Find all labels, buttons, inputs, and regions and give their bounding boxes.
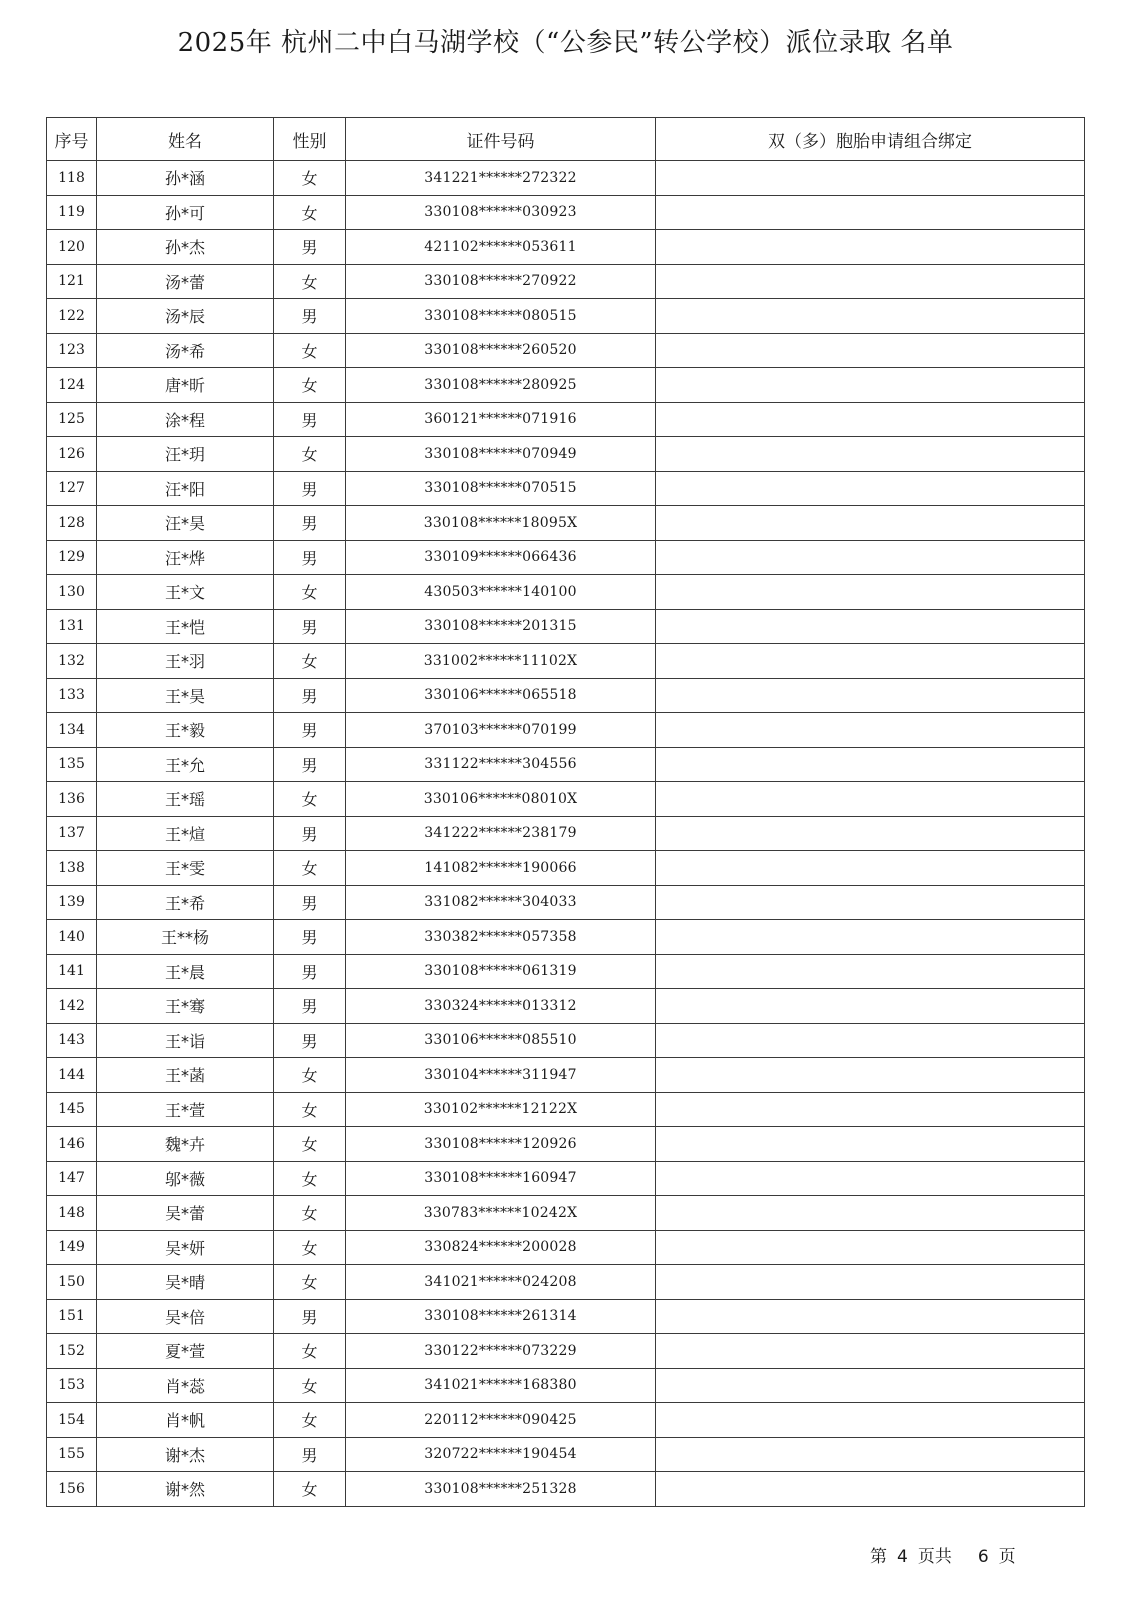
cell-name: 吴*蕾 bbox=[97, 1196, 274, 1231]
cell-twins-binding bbox=[656, 264, 1085, 299]
table-row bbox=[47, 816, 1085, 851]
cell-gender: 男 bbox=[274, 471, 346, 506]
cell-twins-binding bbox=[656, 1127, 1085, 1162]
cell-id-number: 330108******251328 bbox=[346, 1472, 656, 1507]
cell-seq: 156 bbox=[47, 1472, 97, 1507]
cell-gender: 男 bbox=[274, 402, 346, 437]
cell-name: 王*昊 bbox=[97, 678, 274, 713]
cell-gender: 男 bbox=[274, 920, 346, 955]
cell-gender: 女 bbox=[274, 1127, 346, 1162]
cell-name: 王*诣 bbox=[97, 1023, 274, 1058]
cell-id-number: 220112******090425 bbox=[346, 1403, 656, 1438]
table-row bbox=[47, 678, 1085, 713]
cell-name: 王*文 bbox=[97, 575, 274, 610]
table-row bbox=[47, 885, 1085, 920]
cell-gender: 女 bbox=[274, 1265, 346, 1300]
cell-name: 夏*萱 bbox=[97, 1334, 274, 1369]
cell-gender: 女 bbox=[274, 1230, 346, 1265]
table-row bbox=[47, 368, 1085, 403]
cell-gender: 男 bbox=[274, 1299, 346, 1334]
cell-id-number: 330783******10242X bbox=[346, 1196, 656, 1231]
cell-name: 汤*蕾 bbox=[97, 264, 274, 299]
cell-gender: 女 bbox=[274, 1403, 346, 1438]
table-row bbox=[47, 471, 1085, 506]
cell-id-number: 331002******11102X bbox=[346, 644, 656, 679]
cell-twins-binding bbox=[656, 1368, 1085, 1403]
cell-gender: 男 bbox=[274, 1023, 346, 1058]
cell-seq: 146 bbox=[47, 1127, 97, 1162]
header-gender: 性别 bbox=[274, 118, 346, 161]
table-row bbox=[47, 954, 1085, 989]
cell-gender: 女 bbox=[274, 161, 346, 196]
cell-twins-binding bbox=[656, 954, 1085, 989]
cell-seq: 141 bbox=[47, 954, 97, 989]
cell-name: 汪*昊 bbox=[97, 506, 274, 541]
cell-gender: 女 bbox=[274, 264, 346, 299]
cell-id-number: 370103******070199 bbox=[346, 713, 656, 748]
cell-gender: 女 bbox=[274, 368, 346, 403]
cell-gender: 女 bbox=[274, 1334, 346, 1369]
cell-twins-binding bbox=[656, 816, 1085, 851]
table-row bbox=[47, 264, 1085, 299]
cell-name: 谢*杰 bbox=[97, 1437, 274, 1472]
cell-gender: 女 bbox=[274, 1058, 346, 1093]
table-row bbox=[47, 1230, 1085, 1265]
cell-gender: 男 bbox=[274, 230, 346, 265]
cell-seq: 138 bbox=[47, 851, 97, 886]
cell-twins-binding bbox=[656, 1334, 1085, 1369]
cell-gender: 女 bbox=[274, 782, 346, 817]
cell-id-number: 330108******270922 bbox=[346, 264, 656, 299]
cell-seq: 145 bbox=[47, 1092, 97, 1127]
cell-gender: 女 bbox=[274, 1196, 346, 1231]
cell-name: 孙*杰 bbox=[97, 230, 274, 265]
cell-twins-binding bbox=[656, 368, 1085, 403]
cell-id-number: 341021******168380 bbox=[346, 1368, 656, 1403]
cell-twins-binding bbox=[656, 920, 1085, 955]
cell-twins-binding bbox=[656, 1196, 1085, 1231]
cell-name: 肖*蕊 bbox=[97, 1368, 274, 1403]
cell-id-number: 330109******066436 bbox=[346, 540, 656, 575]
cell-id-number: 330106******085510 bbox=[346, 1023, 656, 1058]
cell-id-number: 360121******071916 bbox=[346, 402, 656, 437]
cell-seq: 120 bbox=[47, 230, 97, 265]
admission-table bbox=[46, 117, 1085, 1507]
cell-seq: 132 bbox=[47, 644, 97, 679]
cell-seq: 133 bbox=[47, 678, 97, 713]
cell-name: 王*雯 bbox=[97, 851, 274, 886]
cell-twins-binding bbox=[656, 161, 1085, 196]
cell-seq: 135 bbox=[47, 747, 97, 782]
cell-seq: 152 bbox=[47, 1334, 97, 1369]
table-row bbox=[47, 540, 1085, 575]
cell-twins-binding bbox=[656, 575, 1085, 610]
cell-name: 肖*帆 bbox=[97, 1403, 274, 1438]
cell-id-number: 430503******140100 bbox=[346, 575, 656, 610]
table-row bbox=[47, 1472, 1085, 1507]
cell-id-number: 341221******272322 bbox=[346, 161, 656, 196]
cell-twins-binding bbox=[656, 1092, 1085, 1127]
table-body bbox=[47, 161, 1085, 1507]
cell-seq: 121 bbox=[47, 264, 97, 299]
cell-gender: 女 bbox=[274, 333, 346, 368]
table-row bbox=[47, 1058, 1085, 1093]
cell-name: 汤*辰 bbox=[97, 299, 274, 334]
cell-twins-binding bbox=[656, 195, 1085, 230]
cell-seq: 122 bbox=[47, 299, 97, 334]
cell-name: 孙*涵 bbox=[97, 161, 274, 196]
cell-name: 王*萱 bbox=[97, 1092, 274, 1127]
cell-id-number: 330108******201315 bbox=[346, 609, 656, 644]
table-row bbox=[47, 230, 1085, 265]
cell-seq: 123 bbox=[47, 333, 97, 368]
cell-id-number: 330108******160947 bbox=[346, 1161, 656, 1196]
cell-id-number: 330108******18095X bbox=[346, 506, 656, 541]
cell-seq: 143 bbox=[47, 1023, 97, 1058]
cell-id-number: 330108******261314 bbox=[346, 1299, 656, 1334]
cell-gender: 男 bbox=[274, 816, 346, 851]
cell-name: 王*骞 bbox=[97, 989, 274, 1024]
table-row bbox=[47, 747, 1085, 782]
cell-id-number: 330824******200028 bbox=[346, 1230, 656, 1265]
cell-seq: 147 bbox=[47, 1161, 97, 1196]
cell-name: 魏*卉 bbox=[97, 1127, 274, 1162]
header-id: 证件号码 bbox=[346, 118, 656, 161]
footer-page-number: 4 bbox=[897, 1547, 908, 1567]
footer-middle: 页共 bbox=[917, 1547, 952, 1567]
cell-id-number: 330108******030923 bbox=[346, 195, 656, 230]
table-row bbox=[47, 1196, 1085, 1231]
cell-seq: 136 bbox=[47, 782, 97, 817]
cell-twins-binding bbox=[656, 230, 1085, 265]
header-twins: 双（多）胞胎申请组合绑定 bbox=[656, 118, 1085, 161]
cell-id-number: 330108******070949 bbox=[346, 437, 656, 472]
cell-name: 涂*程 bbox=[97, 402, 274, 437]
cell-name: 孙*可 bbox=[97, 195, 274, 230]
cell-name: 汤*希 bbox=[97, 333, 274, 368]
cell-gender: 女 bbox=[274, 1368, 346, 1403]
footer-prefix: 第 bbox=[870, 1547, 887, 1567]
cell-gender: 男 bbox=[274, 747, 346, 782]
cell-twins-binding bbox=[656, 885, 1085, 920]
cell-gender: 男 bbox=[274, 540, 346, 575]
cell-name: 王*晨 bbox=[97, 954, 274, 989]
cell-seq: 126 bbox=[47, 437, 97, 472]
cell-seq: 151 bbox=[47, 1299, 97, 1334]
cell-seq: 142 bbox=[47, 989, 97, 1024]
cell-seq: 119 bbox=[47, 195, 97, 230]
cell-id-number: 330104******311947 bbox=[346, 1058, 656, 1093]
table-header-row bbox=[47, 118, 1085, 161]
cell-twins-binding bbox=[656, 644, 1085, 679]
cell-gender: 女 bbox=[274, 851, 346, 886]
table-row bbox=[47, 1127, 1085, 1162]
cell-twins-binding bbox=[656, 1058, 1085, 1093]
table-row bbox=[47, 1403, 1085, 1438]
table-row bbox=[47, 402, 1085, 437]
cell-twins-binding bbox=[656, 747, 1085, 782]
cell-id-number: 330108******120926 bbox=[346, 1127, 656, 1162]
cell-name: 吴*倍 bbox=[97, 1299, 274, 1334]
cell-twins-binding bbox=[656, 609, 1085, 644]
cell-twins-binding bbox=[656, 540, 1085, 575]
cell-gender: 男 bbox=[274, 954, 346, 989]
table-row bbox=[47, 1334, 1085, 1369]
cell-twins-binding bbox=[656, 713, 1085, 748]
cell-seq: 118 bbox=[47, 161, 97, 196]
cell-seq: 155 bbox=[47, 1437, 97, 1472]
cell-id-number: 330108******280925 bbox=[346, 368, 656, 403]
cell-gender: 男 bbox=[274, 299, 346, 334]
cell-twins-binding bbox=[656, 782, 1085, 817]
cell-id-number: 341021******024208 bbox=[346, 1265, 656, 1300]
cell-seq: 144 bbox=[47, 1058, 97, 1093]
cell-gender: 男 bbox=[274, 506, 346, 541]
cell-seq: 134 bbox=[47, 713, 97, 748]
table-row bbox=[47, 851, 1085, 886]
cell-id-number: 141082******190066 bbox=[346, 851, 656, 886]
cell-seq: 131 bbox=[47, 609, 97, 644]
cell-twins-binding bbox=[656, 678, 1085, 713]
cell-gender: 男 bbox=[274, 678, 346, 713]
cell-gender: 女 bbox=[274, 644, 346, 679]
cell-seq: 128 bbox=[47, 506, 97, 541]
table-row bbox=[47, 920, 1085, 955]
table-row bbox=[47, 1368, 1085, 1403]
cell-twins-binding bbox=[656, 1403, 1085, 1438]
cell-name: 王*允 bbox=[97, 747, 274, 782]
table-row bbox=[47, 1092, 1085, 1127]
cell-name: 王*毅 bbox=[97, 713, 274, 748]
table-row bbox=[47, 1161, 1085, 1196]
cell-gender: 男 bbox=[274, 1437, 346, 1472]
cell-name: 王*羽 bbox=[97, 644, 274, 679]
header-name: 姓名 bbox=[97, 118, 274, 161]
cell-id-number: 330324******013312 bbox=[346, 989, 656, 1024]
cell-seq: 137 bbox=[47, 816, 97, 851]
cell-id-number: 330106******065518 bbox=[346, 678, 656, 713]
cell-gender: 女 bbox=[274, 1472, 346, 1507]
cell-seq: 150 bbox=[47, 1265, 97, 1300]
table-row bbox=[47, 1265, 1085, 1300]
footer-total-pages: 6 bbox=[977, 1547, 989, 1567]
cell-seq: 125 bbox=[47, 402, 97, 437]
cell-twins-binding bbox=[656, 437, 1085, 472]
table-row bbox=[47, 989, 1085, 1024]
cell-seq: 154 bbox=[47, 1403, 97, 1438]
table-row bbox=[47, 506, 1085, 541]
cell-twins-binding bbox=[656, 1472, 1085, 1507]
cell-twins-binding bbox=[656, 471, 1085, 506]
page-footer bbox=[870, 1542, 1016, 1567]
cell-twins-binding bbox=[656, 1437, 1085, 1472]
cell-id-number: 330382******057358 bbox=[346, 920, 656, 955]
cell-name: 邬*薇 bbox=[97, 1161, 274, 1196]
cell-name: 汪*阳 bbox=[97, 471, 274, 506]
cell-gender: 女 bbox=[274, 437, 346, 472]
cell-gender: 男 bbox=[274, 609, 346, 644]
cell-seq: 127 bbox=[47, 471, 97, 506]
table-row bbox=[47, 299, 1085, 334]
cell-id-number: 330108******260520 bbox=[346, 333, 656, 368]
table-row bbox=[47, 1299, 1085, 1334]
cell-seq: 124 bbox=[47, 368, 97, 403]
cell-seq: 153 bbox=[47, 1368, 97, 1403]
cell-id-number: 330106******08010X bbox=[346, 782, 656, 817]
table-row bbox=[47, 575, 1085, 610]
cell-seq: 129 bbox=[47, 540, 97, 575]
cell-gender: 女 bbox=[274, 1161, 346, 1196]
cell-id-number: 331122******304556 bbox=[346, 747, 656, 782]
cell-twins-binding bbox=[656, 506, 1085, 541]
cell-twins-binding bbox=[656, 402, 1085, 437]
cell-gender: 女 bbox=[274, 195, 346, 230]
table-row bbox=[47, 713, 1085, 748]
cell-id-number: 341222******238179 bbox=[346, 816, 656, 851]
table-row bbox=[47, 161, 1085, 196]
table-row bbox=[47, 644, 1085, 679]
table-row bbox=[47, 609, 1085, 644]
cell-id-number: 330108******070515 bbox=[346, 471, 656, 506]
table-row bbox=[47, 333, 1085, 368]
cell-twins-binding bbox=[656, 333, 1085, 368]
cell-twins-binding bbox=[656, 1161, 1085, 1196]
cell-name: 谢*然 bbox=[97, 1472, 274, 1507]
cell-twins-binding bbox=[656, 851, 1085, 886]
cell-name: 王*恺 bbox=[97, 609, 274, 644]
cell-id-number: 330108******061319 bbox=[346, 954, 656, 989]
cell-name: 王*煊 bbox=[97, 816, 274, 851]
cell-id-number: 330122******073229 bbox=[346, 1334, 656, 1369]
cell-gender: 男 bbox=[274, 989, 346, 1024]
table-row bbox=[47, 195, 1085, 230]
cell-twins-binding bbox=[656, 1265, 1085, 1300]
cell-name: 王**杨 bbox=[97, 920, 274, 955]
cell-seq: 149 bbox=[47, 1230, 97, 1265]
cell-name: 汪*烨 bbox=[97, 540, 274, 575]
cell-gender: 男 bbox=[274, 713, 346, 748]
cell-seq: 139 bbox=[47, 885, 97, 920]
cell-name: 王*菡 bbox=[97, 1058, 274, 1093]
cell-id-number: 331082******304033 bbox=[346, 885, 656, 920]
cell-name: 吴*妍 bbox=[97, 1230, 274, 1265]
cell-twins-binding bbox=[656, 1230, 1085, 1265]
cell-seq: 130 bbox=[47, 575, 97, 610]
cell-name: 唐*昕 bbox=[97, 368, 274, 403]
cell-name: 吴*晴 bbox=[97, 1265, 274, 1300]
page-title: 2025年 杭州二中白马湖学校（“公参民”转公学校）派位录取 名单 bbox=[177, 28, 954, 58]
table-row bbox=[47, 1023, 1085, 1058]
footer-suffix: 页 bbox=[998, 1547, 1016, 1567]
cell-gender: 女 bbox=[274, 575, 346, 610]
cell-seq: 148 bbox=[47, 1196, 97, 1231]
cell-name: 王*瑶 bbox=[97, 782, 274, 817]
cell-id-number: 330102******12122X bbox=[346, 1092, 656, 1127]
cell-gender: 男 bbox=[274, 885, 346, 920]
cell-id-number: 320722******190454 bbox=[346, 1437, 656, 1472]
header-seq: 序号 bbox=[47, 118, 97, 161]
cell-twins-binding bbox=[656, 1299, 1085, 1334]
cell-seq: 140 bbox=[47, 920, 97, 955]
cell-id-number: 330108******080515 bbox=[346, 299, 656, 334]
cell-twins-binding bbox=[656, 989, 1085, 1024]
table-row bbox=[47, 1437, 1085, 1472]
table-row bbox=[47, 782, 1085, 817]
cell-name: 汪*玥 bbox=[97, 437, 274, 472]
cell-twins-binding bbox=[656, 299, 1085, 334]
cell-twins-binding bbox=[656, 1023, 1085, 1058]
cell-gender: 女 bbox=[274, 1092, 346, 1127]
cell-name: 王*希 bbox=[97, 885, 274, 920]
table-row bbox=[47, 437, 1085, 472]
cell-id-number: 421102******053611 bbox=[346, 230, 656, 265]
